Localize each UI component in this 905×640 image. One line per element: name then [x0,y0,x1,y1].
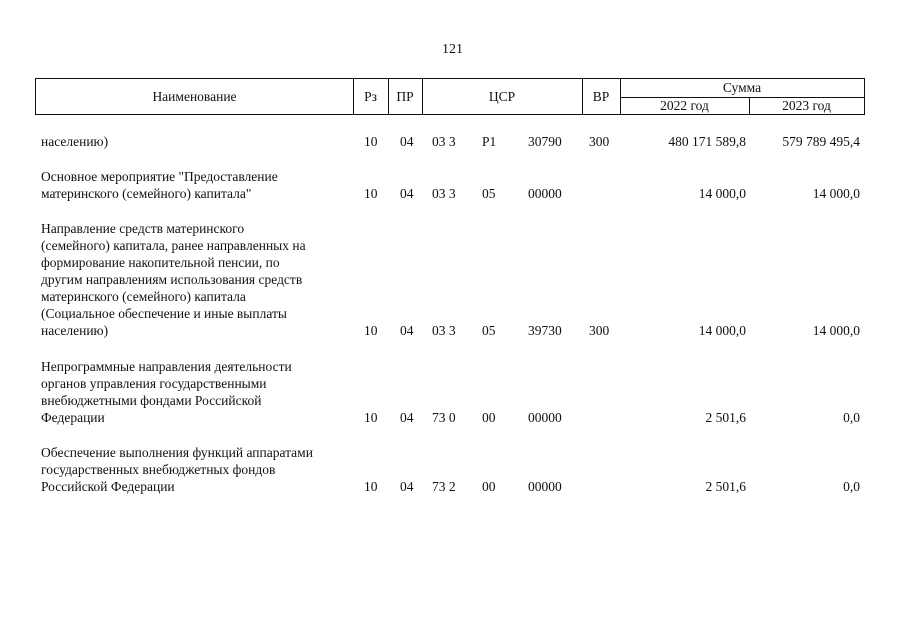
row-csr-direction: 30790 [528,134,562,149]
row-rz: 10 [364,134,378,149]
header-name: Наименование [152,89,237,104]
row-name-line: Обеспечение выполнения функций аппаратами [41,445,313,460]
row-name-line: Российской Федерации [41,479,175,494]
row-name [41,220,341,339]
header-year-2023: 2023 год [782,98,831,113]
row-vr: 300 [589,323,610,338]
row-name [41,444,341,495]
row-sum-2023: 0,0 [843,410,860,425]
row-csr-direction: 00000 [528,410,562,425]
row-csr-direction: 39730 [528,323,562,338]
row-sum-2023: 0,0 [843,479,860,494]
row-name [41,168,341,202]
header-rz: Рз [364,89,377,104]
row-csr-direction: 00000 [528,479,562,494]
row-name-line: государственных внебюджетных фондов [41,462,276,477]
row-csr-subprogram: 00 [482,479,496,494]
row-pr: 04 [400,186,414,201]
row-rz: 10 [364,186,378,201]
row-sum-2022: 14 000,0 [698,323,746,338]
table-header [35,78,865,115]
row-name-line: внебюджетными фондами Российской [41,393,262,408]
row-csr-subprogram: P1 [482,134,497,149]
row-csr-program: 03 3 [432,134,456,149]
row-sum-2022: 2 501,6 [705,479,746,494]
row-pr: 04 [400,134,414,149]
header-vr: ВР [592,89,610,104]
row-pr: 04 [400,323,414,338]
row-rz: 10 [364,323,378,338]
row-name-line: материнского (семейного) капитала [41,289,246,304]
row-name-line: органов управления государственными [41,376,267,391]
row-name-line: населению) [41,323,109,338]
row-sum-2022: 2 501,6 [705,410,746,425]
row-csr-direction: 00000 [528,186,562,201]
row-csr-subprogram: 00 [482,410,496,425]
row-name-line: материнского (семейного) капитала" [41,186,252,201]
row-rz: 10 [364,479,378,494]
row-name-line: другим направлениям использования средств [41,272,303,287]
row-csr-subprogram: 05 [482,323,496,338]
row-sum-2022: 480 171 589,8 [668,134,746,149]
row-name-line: (семейного) капитала, ранее направленных на [41,238,306,253]
row-csr-program: 03 3 [432,323,456,338]
row-name [41,358,341,426]
row-csr-program: 73 2 [432,479,456,494]
row-sum-2023: 14 000,0 [812,186,860,201]
header-sum: Сумма [722,80,762,95]
page-number: 121 [442,42,463,57]
row-sum-2023: 14 000,0 [812,323,860,338]
row-sum-2022: 14 000,0 [698,186,746,201]
row-csr-program: 73 0 [432,410,456,425]
row-name-line: формирование накопительной пенсии, по [41,255,280,270]
row-name-line: Федерации [41,410,105,425]
header-pr: ПР [396,89,414,104]
row-name-line: Направление средств материнского [41,221,245,236]
row-name-line: населению) [41,134,109,149]
row-name-line: Основное мероприятие "Предоставление [41,169,278,184]
row-pr: 04 [400,410,414,425]
row-name-line: Непрограммные направления деятельности [41,359,292,374]
row-rz: 10 [364,410,378,425]
row-vr: 300 [589,134,610,149]
row-pr: 04 [400,479,414,494]
header-csr: ЦСР [488,89,516,104]
row-name-line: (Социальное обеспечение и иные выплаты [41,306,287,321]
row-csr-program: 03 3 [432,186,456,201]
row-name [41,133,341,150]
header-year-2022: 2022 год [660,98,709,113]
row-csr-subprogram: 05 [482,186,496,201]
row-sum-2023: 579 789 495,4 [782,134,860,149]
